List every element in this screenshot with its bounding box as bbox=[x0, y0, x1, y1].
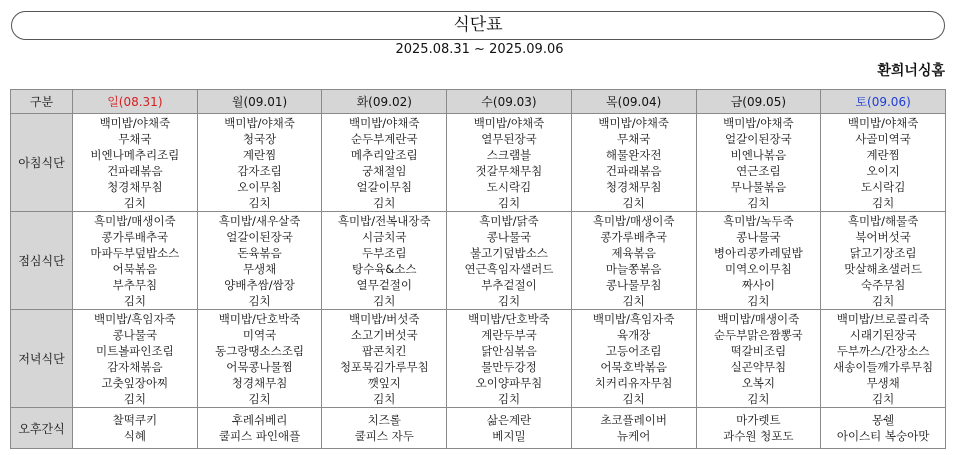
menu-item: 고등어조림 bbox=[605, 343, 662, 358]
menu-item: 김치 bbox=[373, 293, 396, 308]
menu-item: 마가렛트 bbox=[736, 413, 781, 427]
day-header-monday: 월(09.01) bbox=[197, 90, 322, 114]
breakfast-cell-tuesday bbox=[322, 114, 447, 212]
menu-item: 메추리알조림 bbox=[350, 147, 418, 162]
menu-item: 계란찜 bbox=[866, 147, 900, 162]
menu-item: 무나물볶음 bbox=[730, 179, 787, 194]
menu-item: 후레쉬베리 bbox=[231, 413, 288, 427]
menu-item: 청포묵김가루무침 bbox=[339, 359, 429, 374]
menu-item: 과수원 청포도 bbox=[723, 429, 794, 443]
menu-item: 백미밥/브로콜리죽 bbox=[836, 311, 930, 326]
day-header-friday: 금(09.05) bbox=[696, 90, 821, 114]
menu-item: 고춧잎장아찌 bbox=[101, 375, 169, 390]
menu-item: 흑미밥/매생이죽 bbox=[592, 213, 675, 228]
snack-cell-monday bbox=[197, 408, 322, 449]
menu-item: 김치 bbox=[622, 195, 645, 210]
menu-item: 얼갈이된장국 bbox=[226, 229, 293, 244]
menu-item: 백미밥/야채죽 bbox=[224, 115, 295, 130]
breakfast-cell-thursday bbox=[571, 114, 696, 212]
menu-item: 어묵콩나물찜 bbox=[226, 359, 293, 374]
menu-item: 닭고기장조림 bbox=[849, 245, 917, 260]
menu-item: 김치 bbox=[497, 195, 521, 210]
facility-name: 환희너싱홈 bbox=[877, 63, 945, 79]
snack-cell-tuesday bbox=[322, 408, 447, 449]
menu-item: 김치 bbox=[872, 293, 895, 308]
menu-item: 소고기버섯국 bbox=[350, 327, 418, 342]
menu-item: 김치 bbox=[248, 195, 271, 210]
menu-item: 어묵볶음 bbox=[112, 261, 158, 276]
menu-item: 백미밥/버섯죽 bbox=[348, 311, 420, 326]
menu-item: 치즈롤 bbox=[367, 413, 401, 427]
menu-item: 열무겉절이 bbox=[356, 277, 413, 292]
day-header-sunday: 일(08.31) bbox=[73, 90, 198, 114]
menu-item: 비엔나메추리조림 bbox=[90, 147, 180, 162]
menu-item: 청경채무침 bbox=[107, 179, 163, 194]
menu-item: 청경채무침 bbox=[231, 375, 288, 390]
menu-item: 김치 bbox=[248, 391, 271, 406]
menu-item: 비엔나볶음 bbox=[730, 147, 787, 162]
menu-item: 흑미밥/매생이죽 bbox=[94, 213, 176, 228]
snack-cell-saturday bbox=[821, 408, 946, 449]
menu-item: 콩나물국 bbox=[112, 327, 158, 342]
menu-item: 백미밥/단호박죽 bbox=[468, 311, 550, 326]
menu-item: 베지밀 bbox=[492, 429, 526, 443]
menu-item: 순두부계란국 bbox=[350, 131, 418, 146]
menu-item: 김치 bbox=[747, 195, 770, 210]
snack-row bbox=[11, 408, 946, 449]
menu-item: 치커리유자무침 bbox=[594, 375, 673, 390]
breakfast-cell-sunday bbox=[73, 114, 198, 212]
menu-item: 시래기된장국 bbox=[849, 327, 917, 342]
menu-item: 짜사이 bbox=[741, 277, 776, 292]
menu-item: 계란두부국 bbox=[481, 327, 537, 342]
menu-item: 흑미밥/전복내장죽 bbox=[337, 213, 431, 228]
dinner-label: 저녁식단 bbox=[11, 310, 73, 408]
menu-item: 실곤약무침 bbox=[730, 359, 787, 374]
dinner-row bbox=[11, 310, 946, 408]
menu-item: 열무된장국 bbox=[481, 131, 537, 146]
lunch-cell-saturday bbox=[821, 212, 946, 310]
menu-item: 흑미밥/녹두죽 bbox=[723, 213, 794, 228]
menu-item: 마늘쫑볶음 bbox=[605, 261, 662, 276]
menu-item: 불고기덮밥소스 bbox=[470, 245, 548, 260]
menu-item: 김치 bbox=[747, 293, 770, 308]
menu-item: 무채국 bbox=[617, 131, 651, 146]
menu-item: 쿨피스 자두 bbox=[354, 429, 414, 443]
menu-item: 백미밥/매생이죽 bbox=[717, 311, 800, 326]
lunch-cell-sunday bbox=[73, 212, 198, 310]
lunch-label: 점심식단 bbox=[11, 212, 73, 310]
menu-item: 오복지 bbox=[741, 375, 776, 390]
menu-item: 얼갈이무침 bbox=[356, 179, 413, 194]
menu-item: 스크램블 bbox=[486, 147, 532, 162]
menu-item: 김치 bbox=[872, 195, 895, 210]
menu-item: 김치 bbox=[373, 195, 396, 210]
menu-item: 쿨피스 파인애플 bbox=[218, 429, 301, 443]
menu-item: 건파래볶음 bbox=[107, 163, 163, 178]
menu-item: 무생채 bbox=[242, 261, 277, 276]
menu-item: 돈육볶음 bbox=[237, 245, 282, 260]
menu-item: 백미밥/흑임자죽 bbox=[94, 311, 176, 326]
meal-plan-table bbox=[10, 89, 946, 449]
menu-item: 제육볶음 bbox=[611, 245, 656, 260]
menu-item: 초코플레이버 bbox=[600, 413, 667, 427]
menu-item: 청경채무침 bbox=[605, 179, 662, 194]
menu-item: 콩가루배추국 bbox=[101, 229, 169, 244]
menu-item: 김치 bbox=[747, 391, 770, 406]
menu-item: 건파래볶음 bbox=[605, 163, 662, 178]
menu-item: 김치 bbox=[872, 391, 895, 406]
menu-item: 팝콘치킨 bbox=[362, 343, 407, 358]
menu-item: 도시락김 bbox=[860, 179, 906, 194]
day-header-tuesday: 화(09.02) bbox=[322, 90, 447, 114]
menu-item: 삶은계란 bbox=[486, 413, 532, 427]
menu-item: 찰떡쿠키 bbox=[112, 413, 158, 427]
menu-item: 얼갈이된장국 bbox=[725, 131, 792, 146]
menu-item: 맛살해초샐러드 bbox=[844, 261, 922, 276]
snack-cell-thursday bbox=[571, 408, 696, 449]
breakfast-cell-monday bbox=[197, 114, 322, 212]
menu-item: 콩나물국 bbox=[736, 229, 781, 244]
dinner-cell-wednesday bbox=[447, 310, 572, 408]
dinner-cell-saturday bbox=[821, 310, 946, 408]
day-header-saturday: 토(09.06) bbox=[821, 90, 946, 114]
page-title: 식단표 bbox=[11, 11, 945, 40]
dinner-cell-sunday bbox=[73, 310, 198, 408]
menu-item: 무채국 bbox=[118, 131, 152, 146]
menu-item: 미역국 bbox=[242, 327, 277, 342]
menu-item: 새송이들깨가루무침 bbox=[833, 359, 934, 374]
menu-item: 부추겉절이 bbox=[481, 277, 537, 292]
menu-item: 김치 bbox=[497, 391, 521, 406]
menu-item: 백미밥/야채죽 bbox=[723, 115, 794, 130]
menu-item: 몽쉘 bbox=[872, 413, 895, 427]
menu-item: 뉴케어 bbox=[617, 429, 651, 443]
menu-item: 궁채절임 bbox=[362, 163, 407, 178]
breakfast-row bbox=[11, 114, 946, 212]
menu-item: 연근조림 bbox=[736, 163, 781, 178]
menu-item: 아이스티 복숭아맛 bbox=[836, 429, 930, 443]
menu-item: 깻잎지 bbox=[367, 375, 401, 390]
dinner-cell-tuesday bbox=[322, 310, 447, 408]
menu-item: 무생채 bbox=[866, 375, 900, 390]
menu-item: 동그랑땡소스조림 bbox=[215, 343, 304, 358]
menu-item: 콩가루배추국 bbox=[600, 229, 667, 244]
menu-item: 오이양파무침 bbox=[475, 375, 543, 390]
menu-item: 식혜 bbox=[123, 429, 146, 443]
menu-item: 숙주무침 bbox=[860, 277, 906, 292]
menu-item: 백미밥/야채죽 bbox=[473, 115, 545, 130]
menu-item: 김치 bbox=[497, 293, 521, 308]
snack-label: 오후간식 bbox=[11, 408, 73, 449]
menu-item: 김치 bbox=[248, 293, 271, 308]
menu-item: 도시락김 bbox=[486, 179, 532, 194]
snack-cell-sunday bbox=[73, 408, 198, 449]
menu-item: 콩나물국 bbox=[486, 229, 532, 244]
menu-item: 사골미역국 bbox=[855, 131, 911, 146]
menu-item: 흑미밥/새우살죽 bbox=[218, 213, 301, 228]
menu-item: 흑미밥/해물죽 bbox=[847, 213, 919, 228]
snack-cell-wednesday bbox=[447, 408, 572, 449]
day-header-thursday: 목(09.04) bbox=[571, 90, 696, 114]
menu-item: 계란찜 bbox=[242, 147, 277, 162]
day-header-wednesday: 수(09.03) bbox=[447, 90, 572, 114]
menu-item: 육개장 bbox=[617, 327, 651, 342]
lunch-cell-wednesday bbox=[447, 212, 572, 310]
menu-item: 백미밥/야채죽 bbox=[847, 115, 919, 130]
menu-item: 탕수육&소스 bbox=[352, 261, 417, 276]
dinner-cell-friday bbox=[696, 310, 821, 408]
menu-item: 해물완자전 bbox=[605, 147, 662, 162]
menu-item: 오이지 bbox=[866, 163, 900, 178]
menu-item: 떡갈비조림 bbox=[730, 343, 787, 358]
menu-item: 순두부맑은짬뽕국 bbox=[713, 327, 803, 342]
menu-item: 김치 bbox=[622, 293, 645, 308]
menu-item: 미역오이무침 bbox=[725, 261, 792, 276]
menu-item: 백미밥/야채죽 bbox=[99, 115, 171, 130]
menu-item: 두부까스/간장소스 bbox=[836, 343, 930, 358]
menu-item: 물만두강정 bbox=[481, 359, 537, 374]
menu-item: 미트볼파인조림 bbox=[95, 343, 174, 358]
menu-item: 양배추쌈/쌈장 bbox=[224, 277, 295, 292]
menu-item: 닭안심볶음 bbox=[481, 343, 537, 358]
breakfast-cell-friday bbox=[696, 114, 821, 212]
lunch-cell-monday bbox=[197, 212, 322, 310]
menu-item: 백미밥/야채죽 bbox=[348, 115, 420, 130]
menu-item: 마파두부덮밥소스 bbox=[90, 245, 180, 260]
dinner-cell-monday bbox=[197, 310, 322, 408]
menu-item: 감자조림 bbox=[237, 163, 282, 178]
dinner-cell-thursday bbox=[571, 310, 696, 408]
menu-item: 백미밥/야채죽 bbox=[598, 115, 669, 130]
menu-item: 오이무침 bbox=[237, 179, 282, 194]
menu-item: 시금치국 bbox=[362, 229, 407, 244]
lunch-cell-tuesday bbox=[322, 212, 447, 310]
menu-item: 김치 bbox=[373, 391, 396, 406]
menu-item: 감자채볶음 bbox=[107, 359, 163, 374]
menu-item: 김치 bbox=[123, 293, 146, 308]
snack-cell-friday bbox=[696, 408, 821, 449]
lunch-cell-thursday bbox=[571, 212, 696, 310]
menu-item: 흑미밥/닭죽 bbox=[479, 213, 539, 228]
menu-item: 청국장 bbox=[242, 131, 277, 146]
menu-item: 부추무침 bbox=[112, 277, 158, 292]
menu-item: 김치 bbox=[123, 195, 146, 210]
breakfast-cell-saturday bbox=[821, 114, 946, 212]
menu-item: 김치 bbox=[622, 391, 645, 406]
table-header-row bbox=[11, 90, 946, 114]
breakfast-label: 아침식단 bbox=[11, 114, 73, 212]
menu-item: 두부조림 bbox=[362, 245, 407, 260]
menu-item: 김치 bbox=[123, 391, 146, 406]
menu-item: 병아리콩카레덮밥 bbox=[713, 245, 803, 260]
lunch-row bbox=[11, 212, 946, 310]
menu-item: 백미밥/단호박죽 bbox=[218, 311, 301, 326]
menu-item: 북어버섯국 bbox=[855, 229, 911, 244]
lunch-cell-friday bbox=[696, 212, 821, 310]
date-range: 2025.08.31 ~ 2025.09.06 bbox=[395, 42, 564, 57]
menu-item: 백미밥/흑임자죽 bbox=[592, 311, 675, 326]
category-header: 구분 bbox=[11, 90, 73, 114]
menu-item: 콩나물무침 bbox=[605, 277, 662, 292]
menu-item: 연근흑임자샐러드 bbox=[464, 261, 554, 276]
menu-item: 젓갈무채무침 bbox=[475, 163, 543, 178]
breakfast-cell-wednesday bbox=[447, 114, 572, 212]
menu-item: 어묵호박볶음 bbox=[600, 359, 667, 374]
